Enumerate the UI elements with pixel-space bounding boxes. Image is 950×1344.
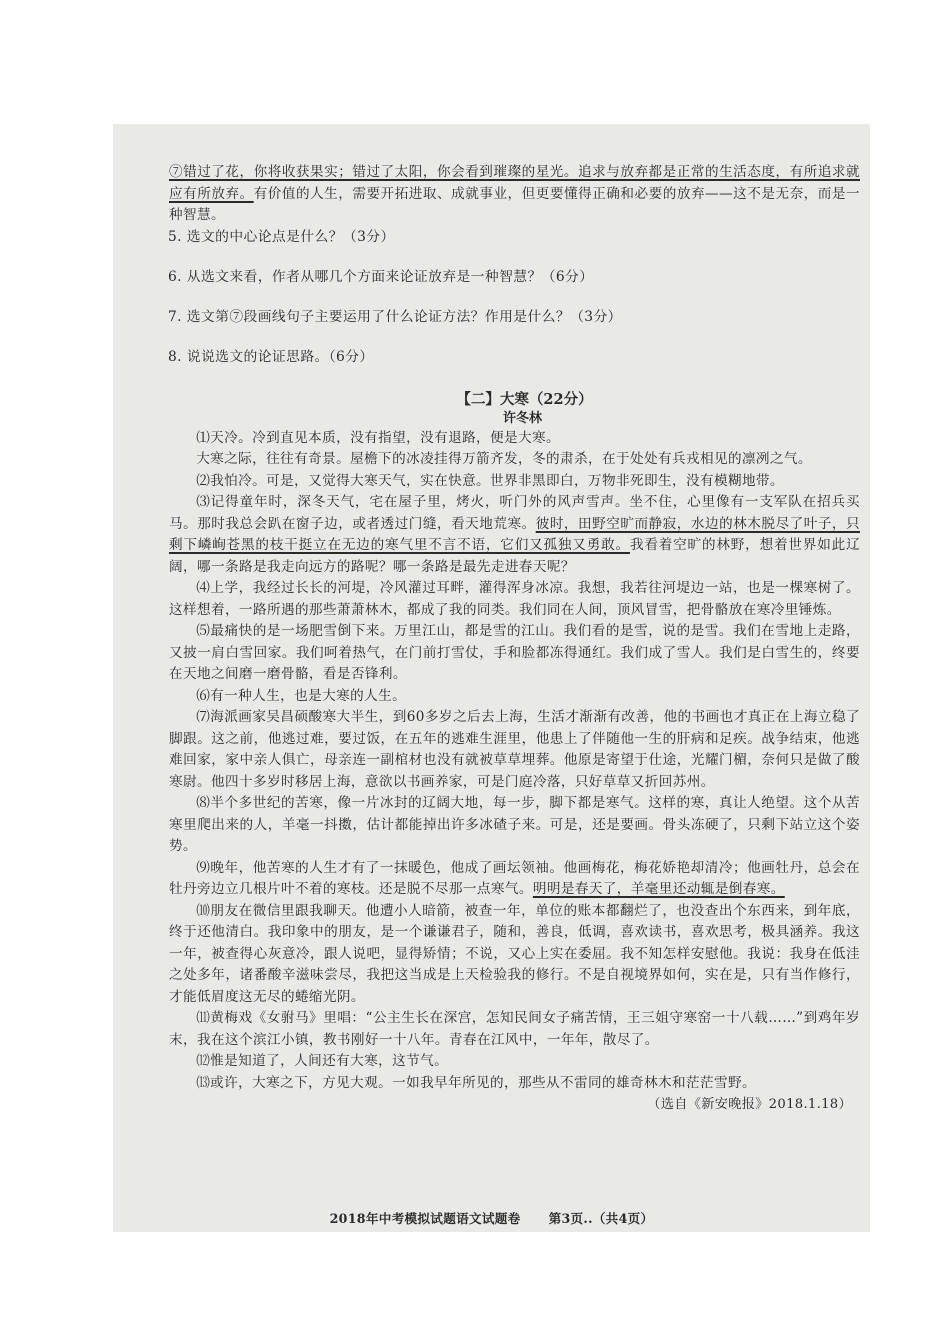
page-footer <box>113 1208 870 1227</box>
paragraph-8: ⑻半个多世纪的苦寒，像一片冰封的辽阔大地，每一步，脚下都是寒气。这样的寒，真让人绝望。这个从苦寒里爬出来的人，羊毫一抖擞，估计都能掉出许多冰碴子来。可是，还是要画。骨头冻硬了，只剩下站立这个姿势。 <box>169 795 860 854</box>
paragraph-9 <box>169 858 860 901</box>
paragraph-text: ⑶记得童年时，深冬天气，宅在屋子里，烤火，听门外的风声雪声。坐不住，心里像有一支军队在招兵买马。那时我总会趴在窗子边，或者透过门缝，看天地荒寒。 <box>169 494 860 532</box>
paragraph-3 <box>169 492 860 578</box>
paragraph-12: ⑿惟是知道了，人间还有大寒，这节气。 <box>196 1053 449 1069</box>
passage-end-paragraph <box>169 162 860 227</box>
section-title: 【二】大寒（22分） <box>456 390 593 408</box>
paragraph-13: ⒀或许，大寒之下，方见大观。一如我早年所见的，那些从不雷同的雄奇林木和茫茫雪野。 <box>196 1074 756 1091</box>
paragraph-10: ⑽朋友在微信里跟我聊天。他遭小人暗箭，被查一年，单位的账本都翻烂了，也没查出个东西来，到年底，终于还他清白。我印象中的朋友，是一个谦谦君子，随和，善良，低调，喜欢读书，喜欢思考，极具涵养。我这一年，被查得心灰意冷，跟人说吧，显得矫情；不说，又心上实在委屈。我不知怎样安慰他。我说：我身在低洼之处多年，诸番酸辛滋味尝尽，我把这当成是上天检验我的修行。不是自视境界如何，实在是，只有当作修行，才能低眉度这无尽的蜷缩光阴。 <box>169 902 860 1005</box>
paragraph-text: 有价值的人生，需要开拓进取、成就事业，但更要懂得正确和必要的放弃——这不是无奈，而是一种智慧。 <box>169 185 860 223</box>
page-number: 第3页..（共4页） <box>548 1211 654 1226</box>
paragraph-1b: 大寒之际，往往有奇景。屋檐下的冰凌挂得万箭齐发，冬的肃杀，在于处处有兵戎相见的凛冽之气。 <box>196 451 812 467</box>
exam-page <box>113 124 870 1232</box>
paragraph-4: ⑷上学，我经过长长的河堤，冷风灌过耳畔，灌得浑身冰凉。我想，我若往河堤边一站，也是一棵寒树了。这样想着，一路所遇的那些萧萧林木，都成了我的同类。我们同在人间，顶风冒雪，把骨骼放在寒冷里锤炼。 <box>169 580 860 618</box>
question-5: 5. 选文的中心论点是什么？（3分） <box>168 228 395 245</box>
paragraph-11: ⑾黄梅戏《女驸马》里唱：“公主生长在深宫，怎知民间女子痛苦情，王三姐守寒窑一十八载……”到鸡年岁末，我在这个滨江小镇，教书刚好一十八年。青春在江风中，一年年，散尽了。 <box>169 1010 860 1048</box>
footer-title: 2018年中考模拟试题语文试题卷 <box>329 1211 521 1226</box>
paragraph-7: ⑺海派画家吴昌硕酸寒大半生，到60多岁之后去上海，生活才渐渐有改善，他的书画也才真正在上海立稳了脚跟。这之前，他逃过难，要过饭，在五年的逃难生涯里，他患上了伴随他一生的肝病和足疾。战争结束，他逃难回家，家中亲人俱亡，母亲连一副棺材也没有就被草草埋葬。他原是寄望于仕途，光耀门楣，奈何只是做了酸寒尉。他四十多岁时移居上海，意欲以书画养家，可是门庭冷落，只好草草又折回苏州。 <box>169 709 860 790</box>
paragraph-6: ⑹有一种人生，也是大寒的人生。 <box>196 687 407 704</box>
paragraph-text: 我看着空旷的林野，想着世界如此辽阔，哪一条路是我走向远方的路呢？哪一条路是最先走进春天呢？ <box>169 537 860 575</box>
underlined-sentence: 明明是春天了，羊毫里还动辄是倒春寒。 <box>532 881 785 897</box>
article-author: 许冬林 <box>502 410 542 426</box>
paragraph-2: ⑵我怕冷。可是，又觉得大寒天气，实在快意。世界非黑即白，万物非死即生，没有模糊地带。 <box>196 472 784 489</box>
paragraph-1: ⑴天冷。冷到直见本质，没有指望，没有退路，便是大寒。 <box>196 429 561 446</box>
underlined-sentence: ⑦错过了花，你将收获果实；错过了太阳，你会看到璀璨的星光。 <box>169 164 579 180</box>
question-8: 8. 说说选文的论证思路。（6分） <box>168 348 374 365</box>
question-7: 7. 选文第⑦段画线句子主要运用了什么论证方法？作用是什么？（3分） <box>168 308 622 325</box>
underlined-sentence: 彼时，田野空旷而静寂，水边的林木脱尽了叶子，只剩下嶙峋苍黑的枝干挺立在无边的寒气里不言不语，它们又孤独又勇敢。 <box>169 515 861 553</box>
paragraph-5: ⑸最痛快的是一场肥雪倒下来。万里江山，都是雪的江山。我们看的是雪，说的是雪。我们在雪地上走路，又披一肩白雪回家。我们呵着热气，在门前打雪仗，手和脸都冻得通红。我们成了雪人。我们是白雪生的，终要在天地之间磨一磨骨骼，看是否锋利。 <box>169 623 860 682</box>
underlined-sentence: 追求与放弃都是正常的生活态度，有所追求就应有所放弃。 <box>169 164 861 202</box>
paragraph-text: ⑼晚年，他苦寒的人生才有了一抹暖色，他成了画坛领袖。他画梅花，梅花娇艳却清冷；他画牡丹，总会在牡丹旁边立几根片叶不着的寒枝。还是脱不尽那一点寒气。 <box>169 859 860 897</box>
question-6: 6. 从选文来看，作者从哪几个方面来论证放弃是一种智慧？（6分） <box>168 268 594 285</box>
article-source: （选自《新安晚报》2018.1.18） <box>647 1097 852 1112</box>
